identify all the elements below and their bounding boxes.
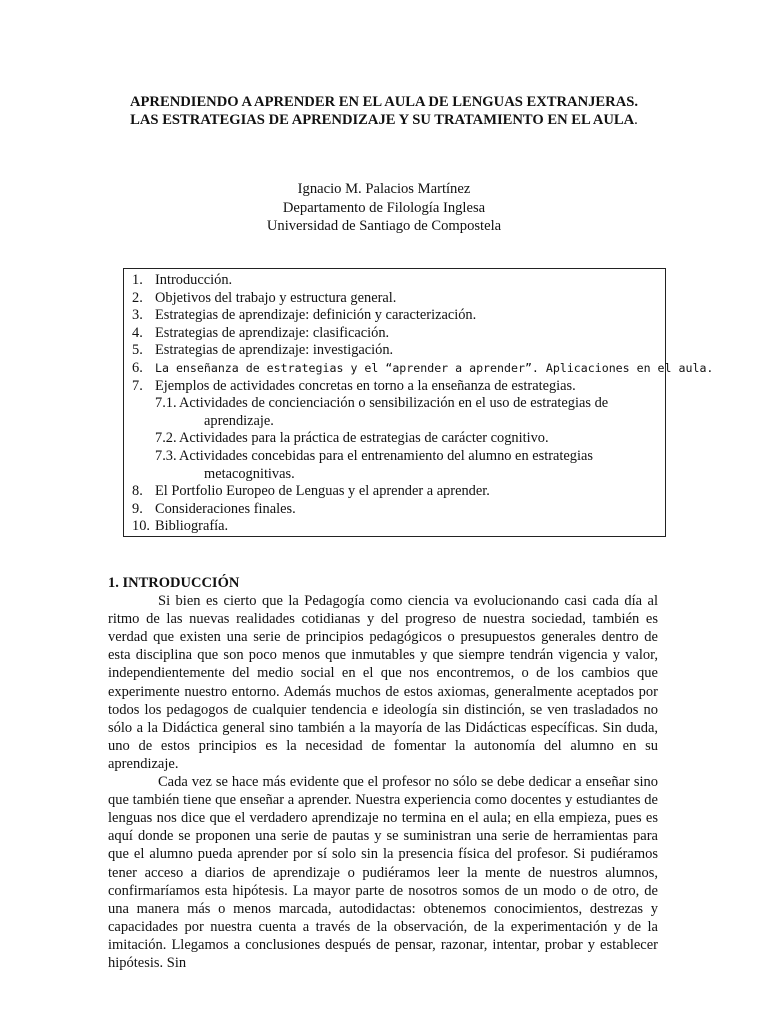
toc-item: 9. Consideraciones finales. bbox=[132, 500, 296, 517]
title-line-2: LAS ESTRATEGIAS DE APRENDIZAJE Y SU TRATAMIENTO EN EL AULA. bbox=[130, 112, 638, 128]
section-introduction bbox=[108, 574, 658, 972]
toc-item: 6. La enseñanza de estrategias y el “aprender a aprender”. Aplicaciones en el aula. bbox=[132, 359, 714, 376]
toc-subitem: 7.3. Actividades concebidas para el entrenamiento del alumno en estrategias metacognitivas. bbox=[155, 447, 593, 482]
toc-subitem: 7.2. Actividades para la práctica de estrategias de carácter cognitivo. bbox=[155, 430, 549, 447]
title-line-1: APRENDIENDO A APRENDER EN EL AULA DE LENGUAS EXTRANJERAS. bbox=[129, 94, 639, 110]
toc-item: 10. Bibliografía. bbox=[132, 518, 229, 535]
toc-item: 3. Estrategias de aprendizaje: definición y caracterización. bbox=[132, 307, 477, 324]
toc-item: 8. El Portfolio Europeo de Lenguas y el aprender a aprender. bbox=[132, 483, 490, 500]
toc-item: 5. Estrategias de aprendizaje: investigación. bbox=[132, 342, 394, 359]
author-university: Universidad de Santiago de Compostela bbox=[266, 218, 502, 234]
toc-item: 1. Introducción. bbox=[132, 272, 233, 288]
paragraph: Si bien es cierto que la Pedagogía como ciencia va evolucionando casi cada día al ritmo de las nuevas realidades cotidianas y del progreso de nuestra sociedad, también es verdad que existen una serie de principios pedagógicos o presupuestos generales dentro de esta disciplina que son poco menos que inmutables y que siempre tendrán vigencia y valor, independientemente del medio social en el que nos encontremos, o de los cambios que experimente nuestro entorno. Además muchos de estos axiomas, generalmente aceptados por todos los pedagogos de cualquier tendencia e ideología sin distinción, se ven trasladados no sólo a la Didáctica general sino también a la mayoría de las Didácticas específicas. Sin duda, uno de estos principios es la necesidad de fomentar la autonomía del alumno en su aprendizaje. bbox=[108, 593, 658, 772]
toc-item: 2. Objetivos del trabajo y estructura general. bbox=[132, 289, 397, 306]
document-title bbox=[0, 93, 768, 129]
toc-item: 4. Estrategias de aprendizaje: clasificación. bbox=[132, 324, 390, 341]
section-heading: 1. INTRODUCCIÓN bbox=[108, 575, 240, 591]
toc-subitem: 7.1. Actividades de concienciación o sensibilización en el uso de estrategias de aprendizaje. bbox=[155, 395, 609, 429]
paragraph: Cada vez se hace más evidente que el profesor no sólo se debe dedicar a enseñar sino que también tiene que enseñar a aprender. Nuestra experiencia como docentes y estudiantes de lenguas nos dice que el verdadero aprendizaje no termina en el aula; en ella empieza, pues es aquí donde se proponen una serie de pautas y se suministran una serie de herramientas para que el alumno pueda aprender por sí solo sin la presencia física del profesor. Si pudiéramos tener acceso a diarios de aprendizaje o pudiéramos leer la mente de nuestros alumnos, confirmaríamos esta hipótesis. La mayor parte de nosotros somos de un modo o de otro, de una manera más o menos marcada, autodidactas: obtenemos conocimientos, destrezas y capacidades por nuestra cuenta a través de la observación, de la experimentación y de la imitación. Llegamos a conclusiones después de pensar, razonar, intentar, probar y establecer hipótesis. Sin bbox=[108, 774, 658, 971]
table-of-contents bbox=[123, 268, 714, 537]
author-block bbox=[0, 180, 768, 236]
author-name: Ignacio M. Palacios Martínez bbox=[297, 181, 471, 197]
author-department: Departamento de Filología Inglesa bbox=[282, 199, 486, 216]
toc-item: 7. Ejemplos de actividades concretas en torno a la enseñanza de estrategias. bbox=[132, 377, 576, 394]
